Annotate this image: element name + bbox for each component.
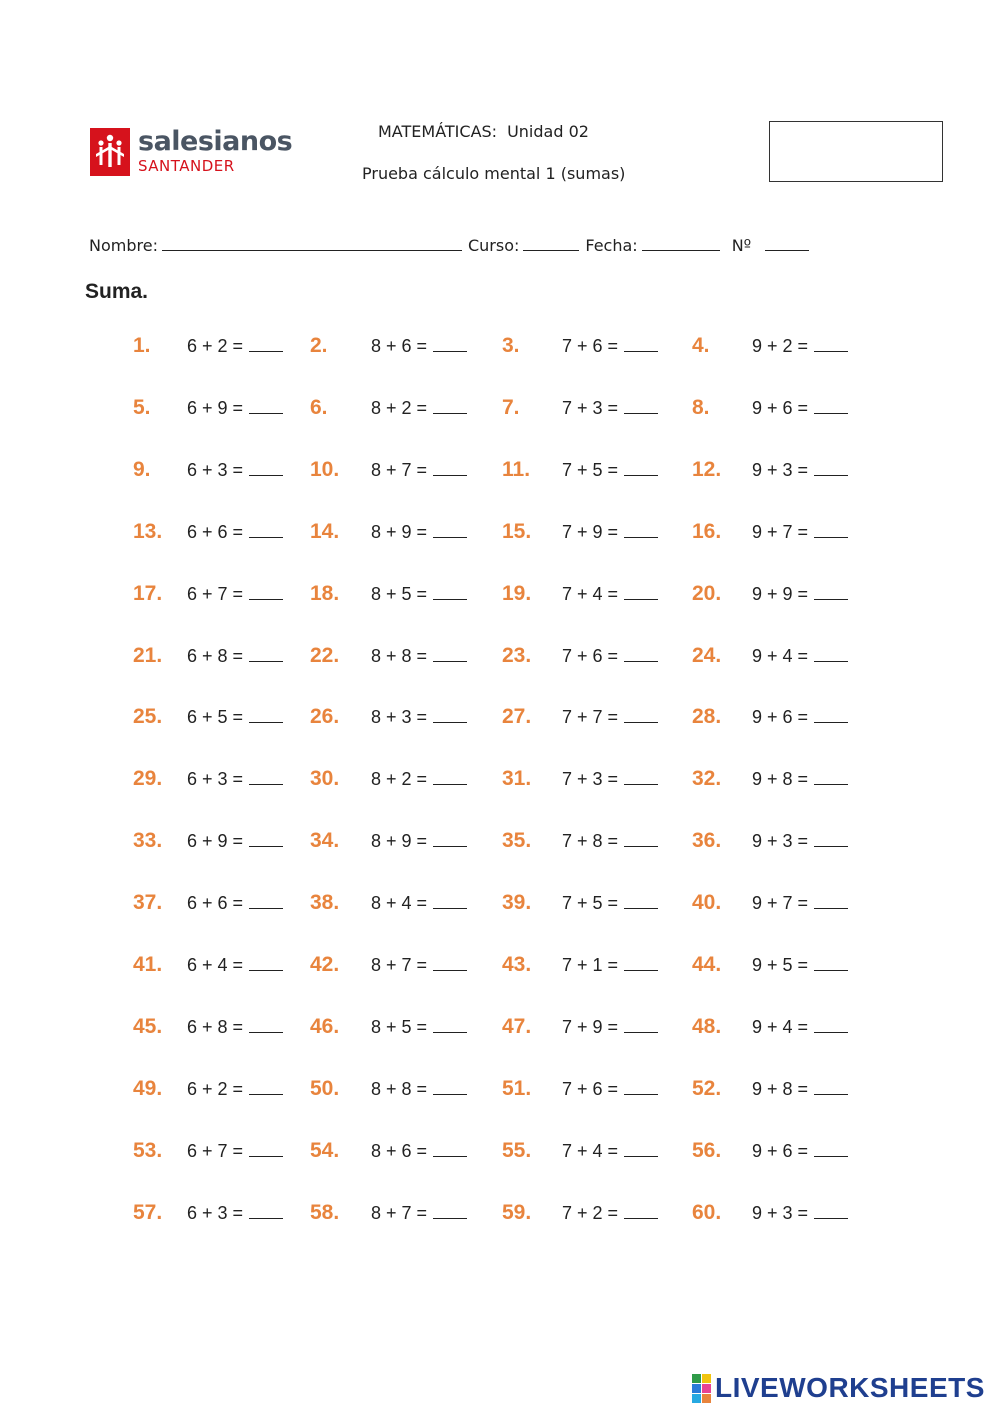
exercise-operation (562, 582, 658, 606)
exercise-expression: 7 + 9 = (562, 522, 619, 542)
answer-blank[interactable] (624, 768, 658, 785)
exercise-expression: 7 + 2 = (562, 1203, 619, 1223)
exercise-operation (187, 334, 283, 358)
exercise-expression: 9 + 4 = (752, 1017, 809, 1037)
exercise-expression: 6 + 9 = (187, 831, 244, 851)
exercise-expression: 7 + 4 = (562, 584, 619, 604)
exercise-expression: 9 + 6 = (752, 1141, 809, 1161)
exercise-number: 38. (310, 891, 340, 914)
answer-blank[interactable] (249, 1016, 283, 1033)
exercise-operation (371, 953, 467, 977)
answer-blank[interactable] (624, 1016, 658, 1033)
exercise-expression: 6 + 3 = (187, 769, 244, 789)
exercise-operation (371, 1015, 467, 1039)
exercise-number: 28. (692, 705, 722, 728)
exercise-number: 36. (692, 829, 722, 852)
answer-blank[interactable] (814, 645, 848, 662)
exercise-number: 33. (133, 829, 163, 852)
exercise-number: 29. (133, 767, 163, 790)
exercise-expression: 6 + 2 = (187, 336, 244, 356)
answer-blank[interactable] (814, 768, 848, 785)
answer-blank[interactable] (814, 397, 848, 414)
exercise-number: 49. (133, 1077, 163, 1100)
exercise-number: 59. (502, 1201, 532, 1224)
exercise-operation (752, 396, 848, 420)
exercise-number: 13. (133, 520, 163, 543)
exercise-operation (752, 767, 848, 791)
exercise-operation (371, 767, 467, 791)
exercise-number: 35. (502, 829, 532, 852)
exercise-number: 57. (133, 1201, 163, 1224)
exercise-operation (187, 520, 283, 544)
answer-blank[interactable] (249, 706, 283, 723)
logo-city: SANTANDER (138, 157, 235, 175)
exercise-expression: 6 + 8 = (187, 646, 244, 666)
exercise-number: 14. (310, 520, 340, 543)
exercise-number: 5. (133, 396, 151, 419)
answer-blank[interactable] (249, 397, 283, 414)
exercise-expression: 9 + 9 = (752, 584, 809, 604)
answer-blank[interactable] (249, 830, 283, 847)
answer-blank[interactable] (624, 459, 658, 476)
exercise-number: 27. (502, 705, 532, 728)
answer-blank[interactable] (249, 1202, 283, 1219)
exercise-expression: 7 + 3 = (562, 769, 619, 789)
exercise-operation (371, 829, 467, 853)
exercise-expression: 9 + 6 = (752, 398, 809, 418)
answer-blank[interactable] (624, 335, 658, 352)
exercise-expression: 8 + 7 = (371, 460, 428, 480)
answer-blank[interactable] (624, 583, 658, 600)
answer-blank[interactable] (814, 706, 848, 723)
exercise-number: 30. (310, 767, 340, 790)
exercise-expression: 9 + 7 = (752, 522, 809, 542)
exercise-number: 2. (310, 334, 328, 357)
exercise-operation (187, 644, 283, 668)
exercise-number: 51. (502, 1077, 532, 1100)
exercise-expression: 8 + 5 = (371, 1017, 428, 1037)
answer-blank[interactable] (249, 645, 283, 662)
exercise-operation (752, 458, 848, 482)
answer-blank[interactable] (433, 521, 467, 538)
exercise-number: 19. (502, 582, 532, 605)
exercise-operation (752, 520, 848, 544)
exercise-expression: 7 + 7 = (562, 707, 619, 727)
exercise-expression: 8 + 4 = (371, 893, 428, 913)
worksheet-title: Prueba cálculo mental 1 (sumas) (362, 164, 626, 183)
answer-blank[interactable] (249, 1140, 283, 1157)
exercise-operation (371, 891, 467, 915)
number-label: Nº (731, 236, 752, 255)
exercise-operation (187, 705, 283, 729)
answer-blank[interactable] (624, 954, 658, 971)
exercise-operation (371, 582, 467, 606)
liveworksheets-brand (692, 1372, 985, 1404)
exercise-number: 23. (502, 644, 532, 667)
exercise-expression: 7 + 9 = (562, 1017, 619, 1037)
answer-blank[interactable] (814, 1140, 848, 1157)
exercise-number: 39. (502, 891, 532, 914)
answer-blank[interactable] (249, 892, 283, 909)
exercise-expression: 8 + 8 = (371, 646, 428, 666)
answer-blank[interactable] (814, 1016, 848, 1033)
exercise-operation (752, 582, 848, 606)
exercise-number: 31. (502, 767, 532, 790)
exercise-operation (562, 1201, 658, 1225)
exercise-expression: 8 + 6 = (371, 1141, 428, 1161)
answer-blank[interactable] (433, 1140, 467, 1157)
answer-blank[interactable] (624, 892, 658, 909)
exercise-number: 42. (310, 953, 340, 976)
exercise-expression: 6 + 5 = (187, 707, 244, 727)
exercise-number: 44. (692, 953, 722, 976)
exercise-number: 26. (310, 705, 340, 728)
exercise-number: 8. (692, 396, 710, 419)
answer-blank[interactable] (814, 583, 848, 600)
exercise-number: 11. (502, 458, 531, 481)
exercise-expression: 8 + 8 = (371, 1079, 428, 1099)
exercise-operation (562, 644, 658, 668)
exercise-operation (752, 334, 848, 358)
date-label: Fecha: (585, 236, 638, 255)
exercise-expression: 7 + 5 = (562, 460, 619, 480)
exercise-expression: 9 + 8 = (752, 769, 809, 789)
exercise-expression: 7 + 6 = (562, 336, 619, 356)
answer-blank[interactable] (814, 459, 848, 476)
exercise-number: 52. (692, 1077, 722, 1100)
exercise-number: 55. (502, 1139, 532, 1162)
exercise-operation (187, 1015, 283, 1039)
exercise-operation (187, 1139, 283, 1163)
exercise-expression: 6 + 7 = (187, 584, 244, 604)
exercise-operation (371, 396, 467, 420)
exercise-expression: 7 + 6 = (562, 646, 619, 666)
exercise-operation (371, 334, 467, 358)
exercise-operation (562, 953, 658, 977)
answer-blank[interactable] (814, 521, 848, 538)
liveworksheets-logo-icon (692, 1374, 711, 1403)
answer-blank[interactable] (624, 1202, 658, 1219)
answer-blank[interactable] (624, 830, 658, 847)
exercise-operation (371, 1201, 467, 1225)
answer-blank[interactable] (624, 521, 658, 538)
answer-blank[interactable] (624, 645, 658, 662)
exercise-operation (371, 1077, 467, 1101)
exercise-number: 10. (310, 458, 340, 481)
answer-blank[interactable] (814, 1078, 848, 1095)
exercise-operation (187, 458, 283, 482)
exercise-expression: 7 + 5 = (562, 893, 619, 913)
exercise-expression: 6 + 3 = (187, 1203, 244, 1223)
exercise-number: 58. (310, 1201, 340, 1224)
exercise-operation (562, 458, 658, 482)
answer-blank[interactable] (249, 1078, 283, 1095)
exercise-expression: 9 + 3 = (752, 831, 809, 851)
exercise-number: 17. (133, 582, 163, 605)
answer-blank[interactable] (814, 892, 848, 909)
exercise-expression: 7 + 1 = (562, 955, 619, 975)
answer-blank[interactable] (433, 892, 467, 909)
exercise-expression: 9 + 5 = (752, 955, 809, 975)
exercise-expression: 6 + 9 = (187, 398, 244, 418)
exercise-number: 22. (310, 644, 340, 667)
brand-text: LIVEWORKSHEETS (715, 1372, 985, 1403)
exercise-operation (562, 829, 658, 853)
exercise-number: 53. (133, 1139, 163, 1162)
exercise-number: 56. (692, 1139, 722, 1162)
exercise-expression: 6 + 8 = (187, 1017, 244, 1037)
answer-blank[interactable] (814, 830, 848, 847)
exercise-operation (187, 767, 283, 791)
exercise-expression: 8 + 3 = (371, 707, 428, 727)
answer-blank[interactable] (249, 583, 283, 600)
answer-blank[interactable] (624, 397, 658, 414)
answer-blank[interactable] (814, 335, 848, 352)
answer-blank[interactable] (433, 583, 467, 600)
exercise-expression: 7 + 3 = (562, 398, 619, 418)
exercise-expression: 7 + 4 = (562, 1141, 619, 1161)
exercise-number: 6. (310, 396, 328, 419)
exercise-operation (371, 520, 467, 544)
exercise-number: 1. (133, 334, 151, 357)
exercise-number: 25. (133, 705, 163, 728)
exercise-operation (562, 891, 658, 915)
exercise-number: 32. (692, 767, 722, 790)
exercise-operation (562, 767, 658, 791)
course-label: Curso: (467, 236, 520, 255)
exercise-expression: 8 + 7 = (371, 1203, 428, 1223)
exercise-expression: 8 + 2 = (371, 769, 428, 789)
exercise-operation (752, 1077, 848, 1101)
exercise-operation (562, 705, 658, 729)
exercise-operation (187, 953, 283, 977)
exercise-number: 40. (692, 891, 722, 914)
exercise-number: 47. (502, 1015, 532, 1038)
exercise-expression: 8 + 2 = (371, 398, 428, 418)
answer-blank[interactable] (433, 397, 467, 414)
exercise-number: 9. (133, 458, 151, 481)
exercise-expression: 6 + 2 = (187, 1079, 244, 1099)
answer-blank[interactable] (624, 706, 658, 723)
exercise-number: 37. (133, 891, 163, 914)
exercise-number: 16. (692, 520, 722, 543)
exercise-operation (187, 1077, 283, 1101)
exercise-number: 4. (692, 334, 710, 357)
logo-name: salesianos (138, 126, 293, 157)
exercise-number: 43. (502, 953, 532, 976)
exercise-operation (562, 1015, 658, 1039)
exercise-number: 24. (692, 644, 722, 667)
exercise-operation (752, 829, 848, 853)
answer-blank[interactable] (433, 1202, 467, 1219)
exercise-number: 50. (310, 1077, 340, 1100)
exercise-expression: 9 + 6 = (752, 707, 809, 727)
answer-blank[interactable] (433, 645, 467, 662)
exercise-expression: 9 + 3 = (752, 1203, 809, 1223)
exercise-operation (371, 644, 467, 668)
answer-blank[interactable] (814, 954, 848, 971)
exercise-expression: 9 + 7 = (752, 893, 809, 913)
answer-blank[interactable] (249, 521, 283, 538)
exercise-expression: 8 + 9 = (371, 522, 428, 542)
exercise-operation (187, 829, 283, 853)
section-title: Suma. (85, 280, 149, 303)
exercise-expression: 8 + 9 = (371, 831, 428, 851)
exercise-operation (187, 396, 283, 420)
exercise-number: 60. (692, 1201, 722, 1224)
answer-blank[interactable] (433, 1016, 467, 1033)
exercise-number: 41. (133, 953, 163, 976)
exercise-expression: 9 + 4 = (752, 646, 809, 666)
exercise-operation (562, 520, 658, 544)
exercise-number: 18. (310, 582, 340, 605)
exercise-operation (562, 1139, 658, 1163)
exercise-operation (752, 953, 848, 977)
exercise-operation (187, 582, 283, 606)
exercise-expression: 6 + 6 = (187, 893, 244, 913)
answer-blank[interactable] (433, 1078, 467, 1095)
answer-blank[interactable] (249, 335, 283, 352)
exercise-expression: 6 + 6 = (187, 522, 244, 542)
exercise-operation (562, 334, 658, 358)
exercise-expression: 6 + 3 = (187, 460, 244, 480)
exercise-expression: 8 + 6 = (371, 336, 428, 356)
exercise-number: 34. (310, 829, 340, 852)
answer-blank[interactable] (433, 335, 467, 352)
exercise-number: 46. (310, 1015, 340, 1038)
exercise-expression: 7 + 8 = (562, 831, 619, 851)
exercise-expression: 6 + 7 = (187, 1141, 244, 1161)
answer-blank[interactable] (624, 1140, 658, 1157)
exercise-number: 21. (133, 644, 163, 667)
exercise-number: 15. (502, 520, 532, 543)
answer-blank[interactable] (624, 1078, 658, 1095)
exercise-operation (562, 396, 658, 420)
unit-label: Unidad 02 (507, 122, 589, 141)
exercise-number: 7. (502, 396, 520, 419)
exercise-operation (752, 1139, 848, 1163)
exercise-operation (752, 1015, 848, 1039)
exercise-number: 12. (692, 458, 722, 481)
answer-blank[interactable] (249, 768, 283, 785)
answer-blank[interactable] (249, 459, 283, 476)
exercise-expression: 9 + 3 = (752, 460, 809, 480)
exercise-number: 45. (133, 1015, 163, 1038)
exercise-operation (187, 1201, 283, 1225)
exercise-expression: 9 + 2 = (752, 336, 809, 356)
answer-blank[interactable] (249, 954, 283, 971)
answer-blank[interactable] (433, 830, 467, 847)
exercise-operation (752, 1201, 848, 1225)
exercise-expression: 6 + 4 = (187, 955, 244, 975)
exercise-operation (562, 1077, 658, 1101)
answer-blank[interactable] (433, 706, 467, 723)
exercise-expression: 8 + 5 = (371, 584, 428, 604)
exercise-operation (752, 644, 848, 668)
exercise-number: 54. (310, 1139, 340, 1162)
exercise-operation (752, 705, 848, 729)
answer-blank[interactable] (433, 954, 467, 971)
exercise-number: 48. (692, 1015, 722, 1038)
exercise-expression: 8 + 7 = (371, 955, 428, 975)
exercise-operation (187, 891, 283, 915)
exercise-operation (371, 705, 467, 729)
exercise-expression: 9 + 8 = (752, 1079, 809, 1099)
exercise-number: 3. (502, 334, 520, 357)
exercise-number: 20. (692, 582, 722, 605)
exercise-operation (371, 458, 467, 482)
exercise-operation (371, 1139, 467, 1163)
exercise-expression: 7 + 6 = (562, 1079, 619, 1099)
answer-blank[interactable] (433, 459, 467, 476)
subject-label: MATEMÁTICAS: (378, 122, 498, 141)
name-label: Nombre: (89, 236, 158, 255)
answer-blank[interactable] (433, 768, 467, 785)
exercise-operation (752, 891, 848, 915)
answer-blank[interactable] (814, 1202, 848, 1219)
